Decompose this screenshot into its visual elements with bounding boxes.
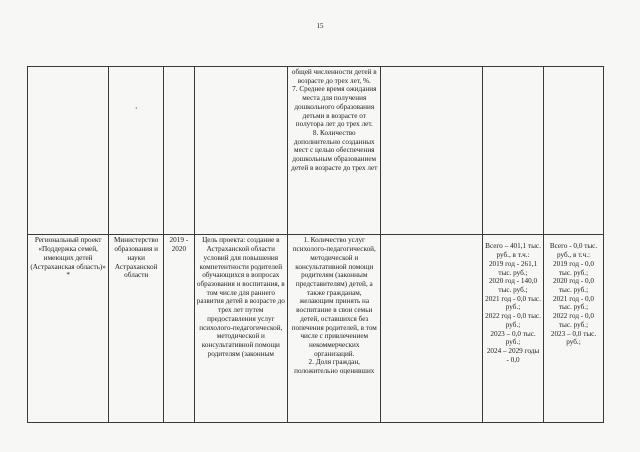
project-name-cell: Региональный проект «Поддержка семей, имеющих детей (Астраханская область)» * bbox=[28, 235, 109, 423]
page-number: 15 bbox=[316, 22, 324, 30]
goal-cell: Цель проекта: создание в Астраханской области условий для повышения компетентности родителей обучающихся в вопросах образования и воспитания, в том числе для раннего развития детей в возрасте до трех лет путем предоставления услуг психолого-педагогической, методической и консультативной помощи родителям (законным bbox=[194, 235, 287, 423]
extra-cell-top bbox=[381, 67, 483, 235]
table-row bbox=[28, 235, 604, 423]
funding-cell-1: Всего – 401,1 тыс. руб., в т.ч.: 2019 год - 261,1 тыс. руб.; 2020 год - 140,0 тыс. руб.; 2021 год - 0,0 тыс. руб.; 2022 год - 0,0 тыс. руб.; 2023 – 0,0 тыс. руб.; 2024 – 2029 годы - 0,0 bbox=[483, 235, 544, 423]
funding-cell-top-1 bbox=[483, 67, 544, 235]
table-row bbox=[28, 67, 604, 235]
program-table bbox=[27, 66, 604, 423]
executor-cell: Министерство образования и науки Астраханской области bbox=[109, 235, 164, 423]
dot-marker: · bbox=[134, 103, 138, 113]
period-cell: 2019 - 2020 bbox=[164, 235, 194, 423]
executor-cell-top bbox=[109, 67, 164, 235]
indicators-cell: 1. Количество услуг психолого-педагогической, методической и консультативной помощи родителям (законным представителям) детей, а также гражданам, желающим принять на воспитание в свои семьи детей, оставшихся без попечения родителей, в том числе с привлечением некоммерческих организаций. 2. Доля граждан, положительно оценивших bbox=[288, 235, 381, 423]
indicators-cell-top: общей численности детей в возрасте до трех лет, %. 7. Среднее время ожидания места для получения дошкольного образования детьми в возрасте от полутора лет до трех лет. 8. Количество дополнительно созданных мест с целью обеспечения дошкольным образованием детей в возрасте до трех лет bbox=[288, 67, 381, 235]
project-cell-top bbox=[28, 67, 109, 235]
goal-cell-top bbox=[194, 67, 287, 235]
funding-cell-top-2 bbox=[544, 67, 604, 235]
extra-cell bbox=[381, 235, 483, 423]
funding-cell-2: Всего - 0,0 тыс. руб., в т.ч.: 2019 год - 0,0 тыс. руб.; 2020 год - 0,0 тыс. руб.; 2021 год - 0,0 тыс. руб.; 2022 год - 0,0 тыс. руб.; 2023 – 0,0 тыс. руб.; bbox=[544, 235, 604, 423]
period-cell-top bbox=[164, 67, 194, 235]
